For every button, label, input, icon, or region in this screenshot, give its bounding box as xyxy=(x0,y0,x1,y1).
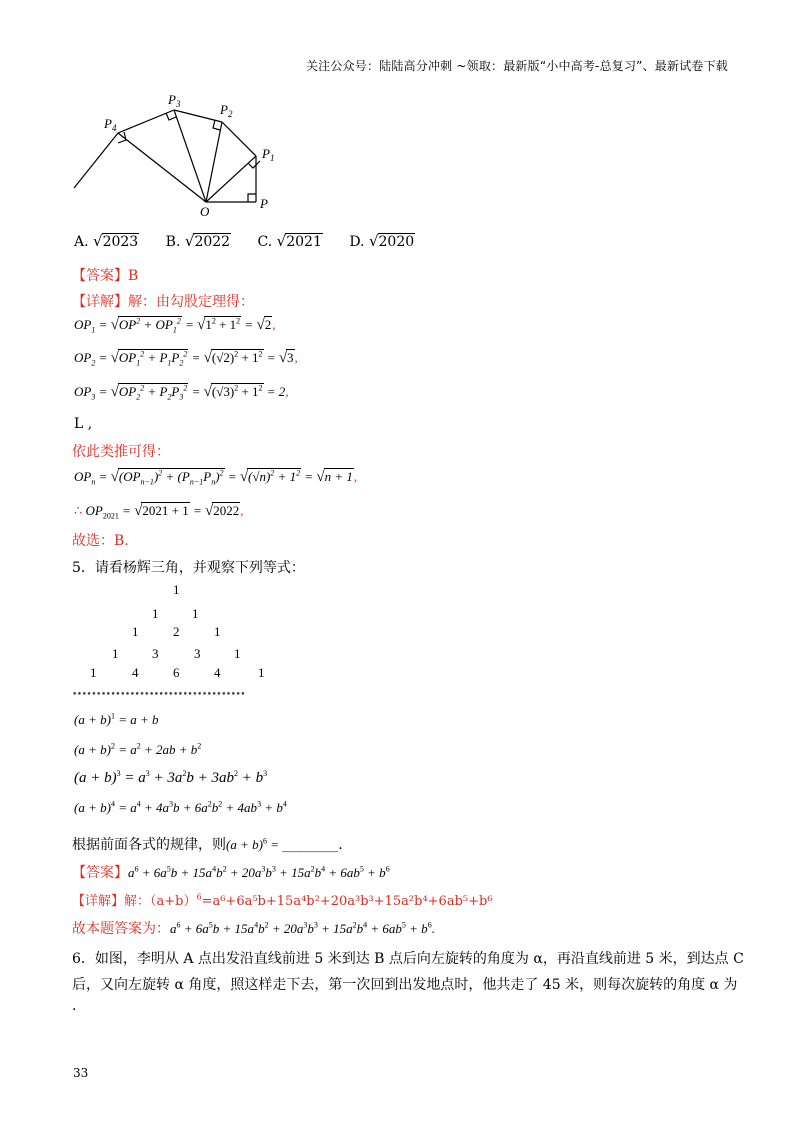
expansion-3: $(a + b)^3 = a^3 + 3a^2b + 3ab^2 + b^3$ xyxy=(74,769,268,786)
label-o: O xyxy=(200,204,210,219)
equation-op1: $OP_1 = √OP^2 + OP_1^2 = √1^2 + 1^2 = √2$, xyxy=(74,316,276,335)
equation-op2021: ∴ $OP_{2021} = √2021 + 1 = √2022$, xyxy=(74,503,244,521)
infer-line: 依此类推可得： xyxy=(72,444,170,460)
q4-detail-heading: 【详解】解：由勾股定理得： xyxy=(72,294,254,310)
triangle-row-0: 1 xyxy=(173,582,180,597)
dotted-line: •••••••••••••••••••••••••••••••••••• xyxy=(72,690,246,700)
q4-answer: 【答案】B xyxy=(72,268,139,284)
equation-op3: $OP_3 = √OP_2^2 + P_2P_3^2 = √(√3)^2 + 1^2 = 2$, xyxy=(74,383,289,402)
option-b: B. √2022 xyxy=(165,232,231,250)
expansion-1: $(a + b)^1 = a + b$ xyxy=(74,711,159,727)
label-p4: $P_4$ xyxy=(104,116,117,133)
q5-question: 5．请看杨辉三角，并观察下列等式： xyxy=(72,560,305,576)
equation-opn: $OP_n = √(OP_{n-1})^2 + (P_{n-1}P_n)^2 = √(√n)^2 + 1^2 = √n + 1$, xyxy=(74,468,358,487)
q5-prompt: 根据前面各式的规律，则$(a + b)^6$ = ________. xyxy=(72,836,343,853)
label-p: P xyxy=(260,196,268,211)
q5-final: 故本题答案为：$a^6 + 6a^5b + 15a^4b^2 + 20a^3b^3 + 15a^2b^4 + 6ab^5 + b^6$. xyxy=(72,920,435,937)
q6-line-3: . xyxy=(72,998,77,1014)
q4-conclusion: 故选：B. xyxy=(72,533,129,549)
page-number: 33 xyxy=(73,1066,89,1080)
pythagorean-spiral-figure xyxy=(66,88,286,223)
pascal-triangle: 1 1 1 1 2 1 1 3 3 1 1 4 6 4 1 xyxy=(90,582,265,680)
options-row xyxy=(74,232,415,250)
q6-line-1: 6．如图，李明从 A 点出发沿直线前进 5 米到达 B 点后向左旋转的角度为 α，再沿直线前进 5 米，到达点 C xyxy=(72,951,744,967)
equation-op2: $OP_2 = √OP_1^2 + P_1P_2^2 = √(√2)^2 + 1^2 = √3$, xyxy=(74,349,298,368)
ellipsis-line: L , xyxy=(74,416,93,432)
option-a: A. √2023 xyxy=(74,232,139,250)
expansion-2: $(a + b)^2 = a^2 + 2ab + b^2$ xyxy=(74,741,202,757)
expansion-4: $(a + b)^4 = a^4 + 4a^3b + 6a^2b^2 + 4ab^3 + b^4$ xyxy=(74,799,287,815)
answer-blank: ________. xyxy=(282,837,343,853)
option-c: C. √2021 xyxy=(257,232,322,250)
option-d: D. √2020 xyxy=(349,232,415,250)
label-p3: $P_3$ xyxy=(168,92,181,109)
label-p2: $P_2$ xyxy=(220,102,233,119)
label-p1: $P_1$ xyxy=(262,146,275,163)
page-header: 关注公众号：陆陆高分冲刺 ~领取：最新版“小中高考-总复习”、最新试卷下载 xyxy=(305,59,728,73)
q5-answer: 【答案】$a^6 + 6a^5b + 15a^4b^2 + 20a^3b^3 + 15a^2b^4 + 6ab^5 + b^6$ xyxy=(72,864,390,881)
q5-detail: 【详解】解：$(a+b)^6=a^6+6a^5b+15a^4b^2+20a^3b^3+15a^2b^4+6ab^5+b^6$ xyxy=(72,892,493,909)
q6-line-2: 后，又向左旋转 α 角度，照这样走下去，第一次回到出发地点时，他共走了 45 米，则每次旋转的角度 α 为 xyxy=(72,977,738,993)
